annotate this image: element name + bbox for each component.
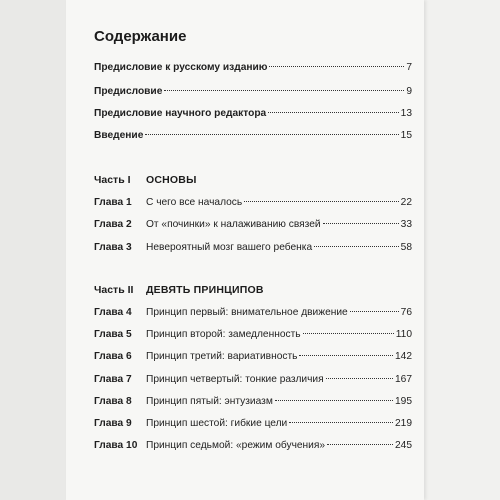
chapter-label: Глава 2 bbox=[94, 219, 132, 230]
leader-dots bbox=[299, 355, 393, 356]
part-title: ОСНОВЫ bbox=[146, 174, 197, 186]
chapter-label: Глава 3 bbox=[94, 242, 132, 253]
chapter-title: От «починки» к налаживанию связей bbox=[146, 219, 321, 230]
chapter-title: Принцип седьмой: «режим обучения» bbox=[146, 440, 326, 451]
part-heading bbox=[94, 284, 264, 298]
chapter-title: Невероятный мозг вашего ребенка bbox=[146, 242, 313, 253]
leader-dots bbox=[145, 134, 398, 135]
chapter-entry[interactable] bbox=[94, 307, 412, 321]
chapter-entry[interactable] bbox=[94, 418, 412, 432]
chapter-title: Принцип пятый: энтузиазм bbox=[146, 396, 273, 407]
leader-dots bbox=[289, 422, 393, 423]
chapter-entry[interactable] bbox=[94, 242, 412, 256]
chapter-label: Глава 8 bbox=[94, 396, 132, 407]
chapter-page: 76 bbox=[400, 307, 412, 318]
leader-dots bbox=[268, 112, 398, 113]
chapter-label: Глава 4 bbox=[94, 307, 132, 318]
entry-page: 15 bbox=[400, 130, 412, 141]
chapter-title: Принцип первый: внимательное движение bbox=[146, 307, 348, 318]
chapter-title: Принцип шестой: гибкие цели bbox=[146, 418, 288, 429]
part-title: ДЕВЯТЬ ПРИНЦИПОВ bbox=[146, 284, 264, 296]
chapter-page: 167 bbox=[395, 374, 412, 385]
entry-label: Предисловие bbox=[94, 86, 163, 97]
chapter-page: 245 bbox=[395, 440, 412, 451]
toc-entry[interactable] bbox=[94, 86, 412, 100]
entry-label: Предисловие к русскому изданию bbox=[94, 62, 268, 73]
chapter-label: Глава 9 bbox=[94, 418, 132, 429]
part-label: Часть I bbox=[94, 174, 131, 186]
chapter-entry[interactable] bbox=[94, 374, 412, 388]
entry-page: 7 bbox=[406, 62, 412, 73]
leader-dots bbox=[327, 444, 393, 445]
leader-dots bbox=[164, 90, 404, 91]
chapter-entry[interactable] bbox=[94, 396, 412, 410]
entry-page: 13 bbox=[400, 108, 412, 119]
chapter-page: 22 bbox=[400, 197, 412, 208]
chapter-page: 33 bbox=[400, 219, 412, 230]
chapter-page: 110 bbox=[395, 329, 412, 340]
chapter-title: Принцип второй: замедленность bbox=[146, 329, 301, 340]
chapter-page: 142 bbox=[395, 351, 412, 362]
chapter-entry[interactable] bbox=[94, 197, 412, 211]
leader-dots bbox=[323, 223, 399, 224]
part-heading bbox=[94, 174, 197, 188]
entry-label: Предисловие научного редактора bbox=[94, 108, 267, 119]
leader-dots bbox=[269, 66, 404, 67]
chapter-title: Принцип третий: вариативность bbox=[146, 351, 298, 362]
chapter-label: Глава 1 bbox=[94, 197, 132, 208]
chapter-entry[interactable] bbox=[94, 351, 412, 365]
toc-page bbox=[66, 0, 424, 500]
chapter-label: Глава 7 bbox=[94, 374, 132, 385]
leader-dots bbox=[303, 333, 394, 334]
chapter-page: 58 bbox=[400, 242, 412, 253]
chapter-title: С чего все началось bbox=[146, 197, 243, 208]
chapter-entry[interactable] bbox=[94, 219, 412, 233]
leader-dots bbox=[275, 400, 393, 401]
chapter-page: 195 bbox=[395, 396, 412, 407]
chapter-label: Глава 5 bbox=[94, 329, 132, 340]
toc-entry[interactable] bbox=[94, 130, 412, 144]
part-label: Часть II bbox=[94, 284, 134, 296]
chapter-entry[interactable] bbox=[94, 440, 412, 454]
toc-entry[interactable] bbox=[94, 62, 412, 76]
chapter-label: Глава 6 bbox=[94, 351, 132, 362]
entry-page: 9 bbox=[406, 86, 412, 97]
chapter-title: Принцип четвертый: тонкие различия bbox=[146, 374, 324, 385]
chapter-label: Глава 10 bbox=[94, 440, 138, 451]
leader-dots bbox=[326, 378, 393, 379]
leader-dots bbox=[350, 311, 399, 312]
page-title: Содержание bbox=[94, 28, 187, 45]
chapter-page: 219 bbox=[395, 418, 412, 429]
entry-label: Введение bbox=[94, 130, 144, 141]
leader-dots bbox=[244, 201, 398, 202]
toc-entry[interactable] bbox=[94, 108, 412, 122]
leader-dots bbox=[314, 246, 399, 247]
chapter-entry[interactable] bbox=[94, 329, 412, 343]
